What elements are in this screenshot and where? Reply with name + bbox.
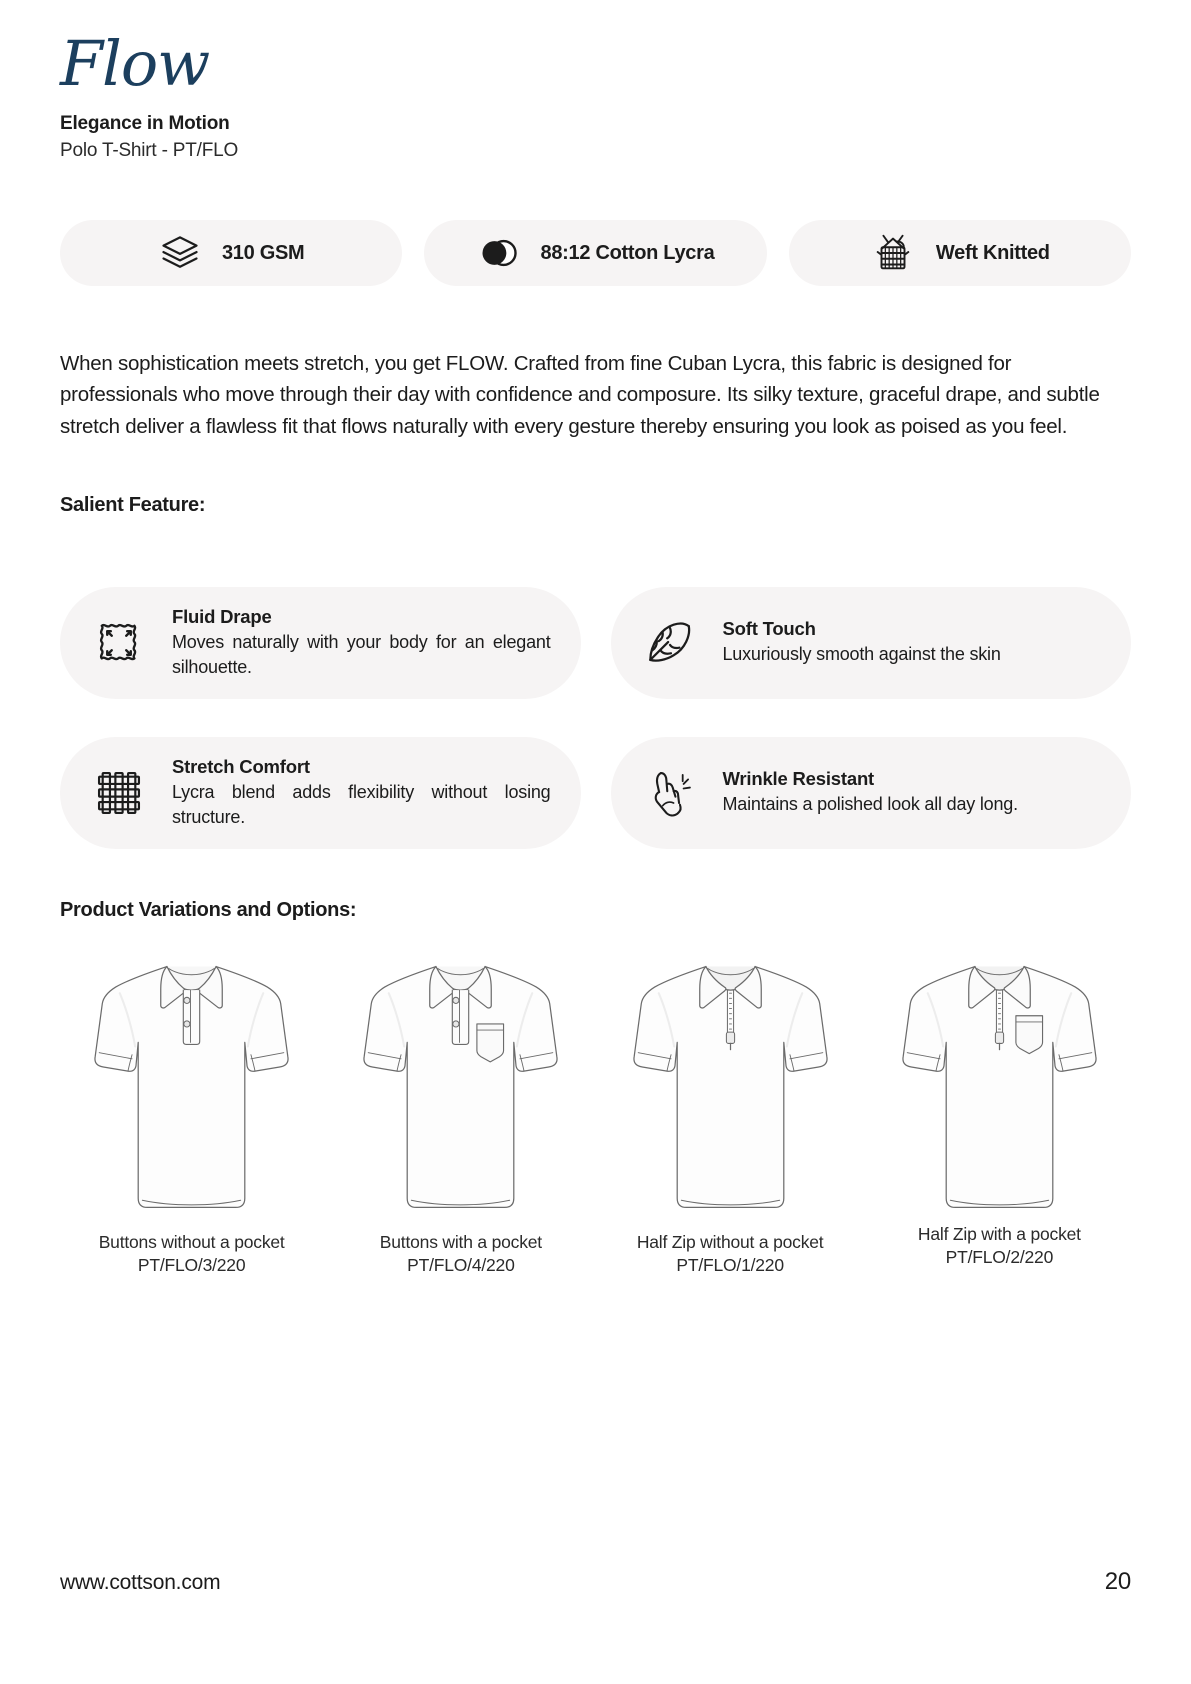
spec-badge-row bbox=[60, 220, 1131, 286]
feature-text-soft-touch bbox=[723, 618, 1102, 667]
polo-shirt-halfzip-no-pocket-illustration bbox=[628, 944, 833, 1221]
variation-caption: Half Zip without a pocket bbox=[636, 1231, 824, 1252]
spec-badge-gsm bbox=[60, 220, 402, 286]
salient-feature-heading: Salient Feature: bbox=[60, 493, 206, 516]
variation-sku: PT/FLO/3/220 bbox=[137, 1255, 246, 1276]
variation-caption: Half Zip with a pocket bbox=[917, 1223, 1081, 1244]
polo-shirt-buttons-no-pocket-illustration bbox=[89, 944, 294, 1221]
feature-card-soft-touch bbox=[611, 587, 1132, 699]
layers-icon bbox=[158, 231, 202, 275]
weave-icon bbox=[88, 764, 150, 822]
variation-caption: Buttons without a pocket bbox=[98, 1231, 285, 1252]
variation-sku: PT/FLO/1/220 bbox=[676, 1255, 784, 1276]
polo-shirt-buttons-with-pocket-illustration bbox=[358, 944, 563, 1221]
page-header bbox=[60, 0, 1131, 162]
feather-icon bbox=[639, 613, 701, 673]
variation-item[interactable] bbox=[599, 944, 862, 1278]
knitting-icon bbox=[870, 230, 916, 276]
spec-badge-composition bbox=[424, 220, 766, 286]
feature-title: Fluid Drape bbox=[172, 605, 272, 627]
product-code: Polo T-Shirt - PT/FLO bbox=[60, 140, 239, 162]
variation-sku: PT/FLO/2/220 bbox=[945, 1247, 1054, 1268]
spec-badge-construction bbox=[789, 220, 1131, 286]
variation-caption: Buttons with a pocket bbox=[379, 1231, 542, 1252]
feature-card-grid bbox=[60, 587, 1131, 849]
feature-text-wrinkle-resistant bbox=[723, 768, 1102, 817]
variation-item[interactable] bbox=[60, 944, 323, 1278]
feature-text-stretch-comfort bbox=[172, 756, 551, 830]
brand-logo: Flow bbox=[60, 27, 210, 100]
feature-card-wrinkle-resistant bbox=[611, 737, 1132, 849]
feature-description: Maintains a polished look all day long. bbox=[722, 794, 1018, 815]
feature-card-fluid-drape bbox=[60, 587, 581, 699]
feature-description: Lycra blend adds flexibility without losing structure. bbox=[172, 781, 551, 827]
product-description: When sophistication meets stretch, you get FLOW. Crafted from fine Cuban Lycra, this fabric is designed for professionals who move through their day with confidence and composure. Its silky texture, graceful drape, and subtle stretch deliver a flawless fit that flows naturally with every gesture thereby ensuring you look as poised as you feel. bbox=[60, 352, 1100, 438]
feature-description: Moves naturally with your body for an elegant silhouette. bbox=[172, 631, 551, 677]
variation-item[interactable] bbox=[868, 944, 1131, 1270]
feature-text-fluid-drape bbox=[172, 606, 551, 680]
spec-label-gsm: 310 GSM bbox=[221, 241, 305, 264]
spec-label-construction: Weft Knitted bbox=[935, 241, 1050, 264]
feature-description: Luxuriously smooth against the skin bbox=[722, 644, 1001, 665]
polo-shirt-halfzip-with-pocket-illustration bbox=[897, 944, 1102, 1221]
variation-item[interactable] bbox=[329, 944, 592, 1278]
footer-page-number: 20 bbox=[1104, 1568, 1131, 1595]
brand-tagline: Elegance in Motion bbox=[60, 113, 230, 135]
footer-website-url[interactable]: www.cottson.com bbox=[60, 1571, 221, 1594]
page-footer bbox=[60, 1568, 1131, 1596]
variation-sku: PT/FLO/4/220 bbox=[407, 1255, 515, 1276]
fluid-drape-icon bbox=[88, 614, 150, 672]
wrinkle-hand-icon bbox=[639, 764, 701, 822]
product-variations-row bbox=[60, 944, 1131, 1278]
feature-title: Wrinkle Resistant bbox=[722, 768, 875, 790]
feature-title: Soft Touch bbox=[722, 618, 816, 640]
feature-card-stretch-comfort bbox=[60, 737, 581, 849]
product-variations-heading: Product Variations and Options: bbox=[60, 898, 357, 921]
spec-label-composition: 88:12 Cotton Lycra bbox=[540, 241, 715, 264]
contrast-circles-icon bbox=[477, 231, 521, 275]
feature-title: Stretch Comfort bbox=[172, 755, 310, 777]
